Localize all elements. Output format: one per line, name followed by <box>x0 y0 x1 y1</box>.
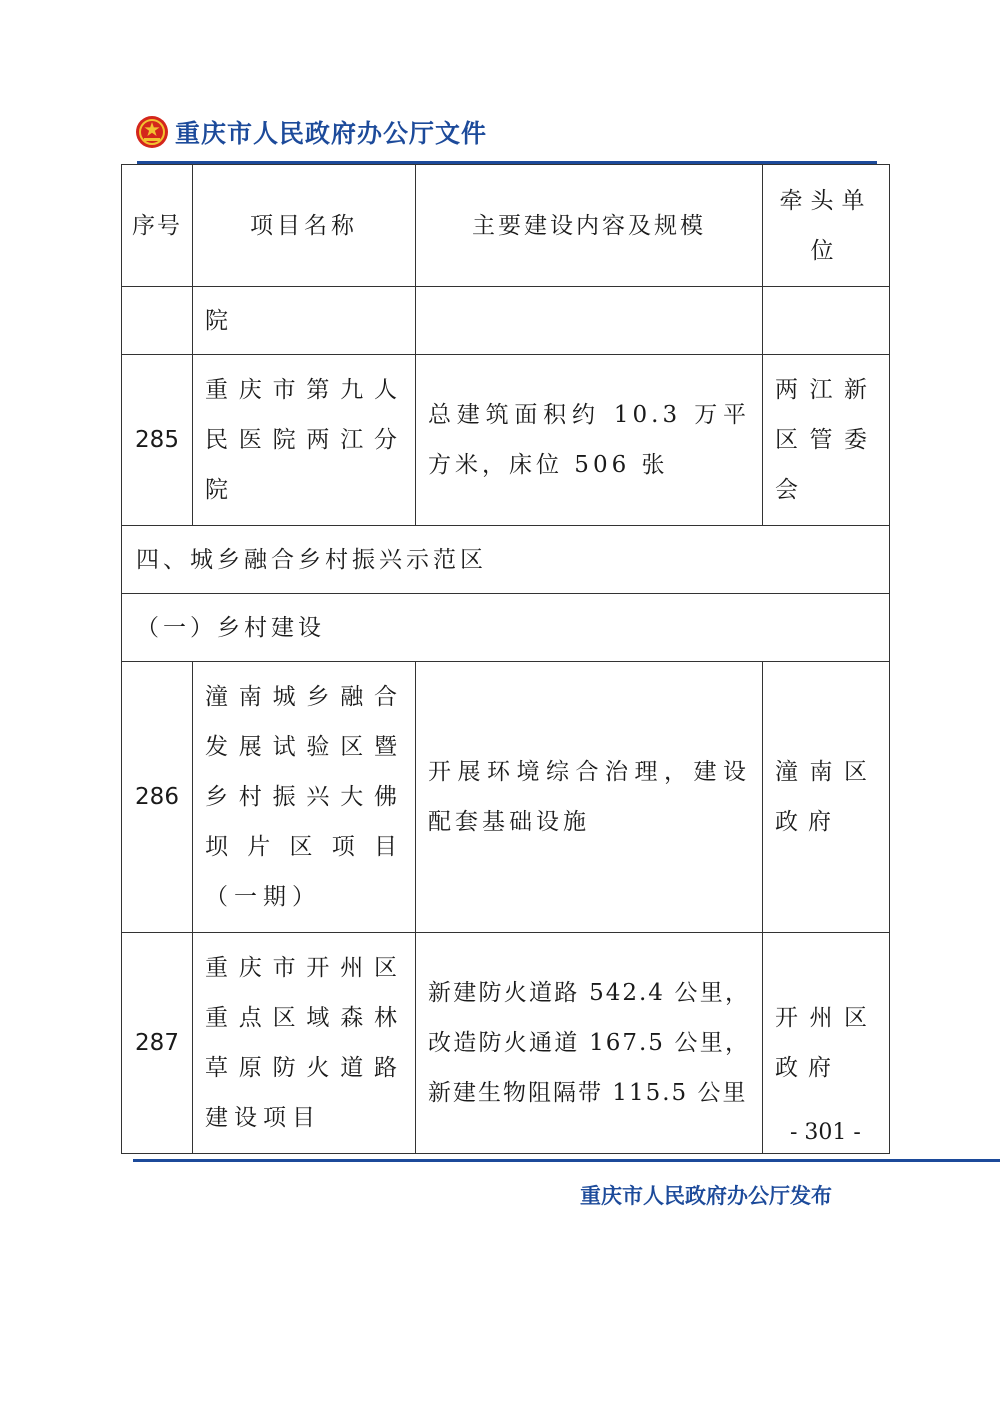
project-table <box>121 164 890 1154</box>
header-no: 序号 <box>122 165 193 287</box>
cell-no: 286 <box>122 662 193 933</box>
table-row <box>122 355 890 526</box>
subsection-heading: （一）乡村建设 <box>122 594 890 662</box>
footer-title: 重庆市人民政府办公厅发布 <box>580 1183 832 1208</box>
cell-content <box>416 287 763 355</box>
header-name: 项目名称 <box>193 165 416 287</box>
cell-unit: 潼南区政府 <box>763 662 890 933</box>
cell-no <box>122 287 193 355</box>
cell-no: 287 <box>122 933 193 1154</box>
cell-content: 开展环境综合治理，建设配套基础设施 <box>416 662 763 933</box>
table-row <box>122 933 890 1154</box>
cell-unit: 两江新区管委会 <box>763 355 890 526</box>
subsection-row <box>122 594 890 662</box>
national-emblem-icon <box>135 115 169 149</box>
cell-content: 总建筑面积约 10.3 万平方米，床位 506 张 <box>416 355 763 526</box>
section-heading: 四、城乡融合乡村振兴示范区 <box>122 526 890 594</box>
footer-divider <box>133 1159 1000 1162</box>
header-title: 重庆市人民政府办公厅文件 <box>175 119 488 148</box>
cell-unit <box>763 287 890 355</box>
table-header-row <box>122 165 890 287</box>
header-unit: 牵头单位 <box>763 165 890 287</box>
cell-unit: 开州区政府 <box>763 933 890 1154</box>
cell-name: 重庆市开州区重点区域森林草原防火道路建设项目 <box>193 933 416 1154</box>
cell-no: 285 <box>122 355 193 526</box>
header-content: 主要建设内容及规模 <box>416 165 763 287</box>
section-row <box>122 526 890 594</box>
cell-name: 重庆市第九人民医院两江分院 <box>193 355 416 526</box>
cell-name: 潼南城乡融合发展试验区暨乡村振兴大佛坝片区项目（一期） <box>193 662 416 933</box>
table-row <box>122 662 890 933</box>
cell-content: 新建防火道路 542.4 公里，改造防火通道 167.5 公里，新建生物阻隔带 115.5 公里 <box>416 933 763 1154</box>
document-header <box>135 110 487 154</box>
page-number: - 301 - <box>790 1120 861 1145</box>
cell-name: 院 <box>193 287 416 355</box>
table-row <box>122 287 890 355</box>
